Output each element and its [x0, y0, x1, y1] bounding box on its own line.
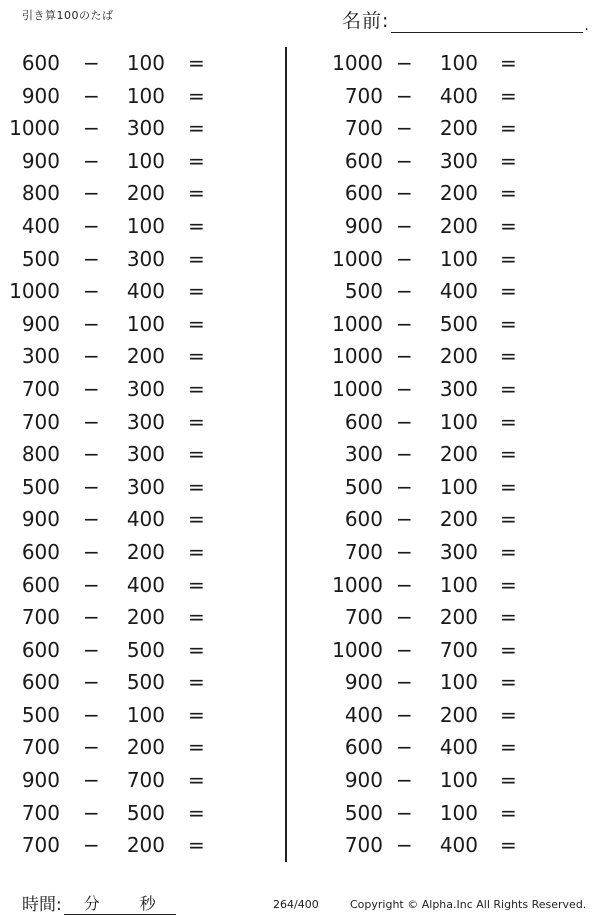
subtrahend: 500 [439, 311, 478, 336]
minus-sign: − [83, 800, 100, 825]
equals-sign: = [188, 507, 205, 532]
minuend: 700 [344, 539, 383, 564]
equals-sign: = [188, 702, 205, 727]
problem-row [310, 601, 595, 634]
minus-sign: − [83, 442, 100, 467]
problem-row [0, 699, 285, 732]
minuend: 500 [21, 702, 60, 727]
minus-sign: − [83, 246, 100, 271]
equals-sign: = [500, 507, 517, 532]
minuend: 1000 [332, 637, 383, 662]
problem-row [310, 210, 595, 243]
problem-row [0, 536, 285, 569]
minus-sign: − [83, 116, 100, 141]
equals-sign: = [188, 279, 205, 304]
equals-sign: = [500, 376, 517, 401]
problem-row [310, 340, 595, 373]
subtrahend: 100 [126, 311, 165, 336]
subtrahend: 400 [439, 735, 478, 760]
minuend: 600 [21, 572, 60, 597]
problem-column-left [0, 47, 285, 862]
minuend: 700 [21, 833, 60, 858]
subtrahend: 200 [126, 735, 165, 760]
problem-row [0, 829, 285, 862]
minuend: 600 [21, 637, 60, 662]
problem-row [0, 503, 285, 536]
equals-sign: = [500, 768, 517, 793]
subtrahend: 100 [126, 83, 165, 108]
minuend: 400 [344, 702, 383, 727]
equals-sign: = [500, 279, 517, 304]
equals-sign: = [500, 800, 517, 825]
minus-sign: − [396, 605, 413, 630]
problem-row [310, 503, 595, 536]
equals-sign: = [500, 572, 517, 597]
subtrahend: 200 [126, 605, 165, 630]
subtrahend: 400 [126, 507, 165, 532]
minuend: 600 [21, 539, 60, 564]
subtrahend: 100 [439, 474, 478, 499]
problem-row [0, 47, 285, 80]
minuend: 700 [344, 605, 383, 630]
minus-sign: − [83, 344, 100, 369]
minus-sign: − [396, 800, 413, 825]
equals-sign: = [500, 735, 517, 760]
minuend: 1000 [9, 116, 60, 141]
equals-sign: = [500, 311, 517, 336]
equals-sign: = [188, 311, 205, 336]
minus-sign: − [396, 637, 413, 662]
problem-row [310, 47, 595, 80]
problem-row [310, 536, 595, 569]
subtrahend: 200 [439, 213, 478, 238]
minus-sign: − [83, 51, 100, 75]
subtrahend: 100 [439, 409, 478, 434]
subtrahend: 200 [439, 181, 478, 206]
minuend: 300 [21, 344, 60, 369]
name-label: 名前: [342, 10, 390, 32]
minuend: 900 [21, 768, 60, 793]
minuend: 900 [21, 83, 60, 108]
minus-sign: − [396, 116, 413, 141]
minus-sign: − [396, 409, 413, 434]
minus-sign: − [396, 344, 413, 369]
problem-row [0, 373, 285, 406]
problem-row [0, 569, 285, 602]
subtrahend: 100 [126, 148, 165, 173]
problem-row [0, 438, 285, 471]
minus-sign: − [83, 768, 100, 793]
worksheet-title: 引き算100のたば [22, 9, 114, 22]
equals-sign: = [188, 51, 205, 75]
minuend: 1000 [9, 279, 60, 304]
subtrahend: 200 [439, 702, 478, 727]
equals-sign: = [188, 246, 205, 271]
time-blank-line [64, 892, 176, 915]
equals-sign: = [500, 670, 517, 695]
problem-row [0, 243, 285, 276]
minus-sign: − [83, 474, 100, 499]
minuend: 400 [21, 213, 60, 238]
problem-row [0, 80, 285, 113]
subtrahend: 100 [439, 800, 478, 825]
problem-row [310, 243, 595, 276]
minus-sign: − [396, 181, 413, 206]
time-field [22, 890, 176, 915]
minuend: 600 [344, 409, 383, 434]
equals-sign: = [500, 539, 517, 564]
problem-row [0, 666, 285, 699]
column-divider [285, 47, 287, 862]
equals-sign: = [188, 376, 205, 401]
minus-sign: − [83, 670, 100, 695]
problem-row [310, 731, 595, 764]
subtrahend: 300 [439, 539, 478, 564]
equals-sign: = [500, 702, 517, 727]
subtrahend: 100 [439, 246, 478, 271]
problem-row [0, 340, 285, 373]
minuend: 700 [21, 376, 60, 401]
equals-sign: = [500, 833, 517, 858]
problem-row [310, 666, 595, 699]
minus-sign: − [396, 833, 413, 858]
equals-sign: = [500, 116, 517, 141]
equals-sign: = [500, 246, 517, 271]
minus-sign: − [396, 311, 413, 336]
equals-sign: = [500, 51, 517, 75]
equals-sign: = [188, 344, 205, 369]
minus-sign: − [83, 213, 100, 238]
minuend: 600 [21, 51, 60, 75]
problem-row [0, 145, 285, 178]
minuend: 300 [344, 442, 383, 467]
equals-sign: = [500, 181, 517, 206]
minuend: 1000 [332, 572, 383, 597]
minuend: 600 [21, 670, 60, 695]
minus-sign: − [83, 539, 100, 564]
subtrahend: 100 [126, 51, 165, 75]
problem-row [310, 829, 595, 862]
subtrahend: 300 [439, 376, 478, 401]
subtrahend: 300 [126, 409, 165, 434]
subtrahend: 100 [439, 768, 478, 793]
problem-row [310, 797, 595, 830]
equals-sign: = [188, 442, 205, 467]
minus-sign: − [396, 507, 413, 532]
minus-sign: − [396, 279, 413, 304]
problem-column-right [310, 47, 595, 862]
minus-sign: − [83, 702, 100, 727]
subtrahend: 500 [126, 800, 165, 825]
problem-row [310, 275, 595, 308]
equals-sign: = [188, 83, 205, 108]
subtrahend: 100 [126, 702, 165, 727]
problem-row [0, 601, 285, 634]
minuend: 600 [344, 148, 383, 173]
minuend: 800 [21, 442, 60, 467]
minuend: 900 [21, 507, 60, 532]
subtrahend: 200 [439, 605, 478, 630]
subtrahend: 300 [126, 246, 165, 271]
equals-sign: = [500, 605, 517, 630]
minus-sign: − [83, 507, 100, 532]
equals-sign: = [188, 181, 205, 206]
minuend: 1000 [332, 344, 383, 369]
problem-row [0, 112, 285, 145]
minus-sign: − [396, 442, 413, 467]
equals-sign: = [188, 213, 205, 238]
problem-row [0, 764, 285, 797]
subtrahend: 300 [126, 376, 165, 401]
minuend: 900 [344, 768, 383, 793]
minuend: 1000 [332, 51, 383, 75]
minuend: 700 [21, 735, 60, 760]
equals-sign: = [188, 637, 205, 662]
minuend: 500 [344, 800, 383, 825]
minus-sign: − [396, 702, 413, 727]
minuend: 600 [344, 735, 383, 760]
minus-sign: − [396, 572, 413, 597]
minus-sign: − [83, 572, 100, 597]
equals-sign: = [188, 768, 205, 793]
minus-sign: − [396, 213, 413, 238]
equals-sign: = [500, 409, 517, 434]
subtrahend: 400 [439, 833, 478, 858]
minuend: 500 [344, 474, 383, 499]
minuend: 900 [21, 311, 60, 336]
equals-sign: = [188, 116, 205, 141]
subtrahend: 400 [439, 83, 478, 108]
problem-row [0, 406, 285, 439]
subtrahend: 300 [126, 474, 165, 499]
problem-row [310, 764, 595, 797]
minus-sign: − [396, 376, 413, 401]
subtrahend: 200 [126, 181, 165, 206]
equals-sign: = [500, 474, 517, 499]
minuend: 800 [21, 181, 60, 206]
minus-sign: − [396, 670, 413, 695]
subtrahend: 200 [126, 344, 165, 369]
problem-row [310, 80, 595, 113]
minuend: 900 [21, 148, 60, 173]
equals-sign: = [500, 637, 517, 662]
equals-sign: = [500, 83, 517, 108]
subtrahend: 300 [126, 116, 165, 141]
problem-row [310, 373, 595, 406]
problem-row [310, 438, 595, 471]
equals-sign: = [188, 409, 205, 434]
problem-row [310, 112, 595, 145]
minus-sign: − [83, 148, 100, 173]
problem-row [310, 406, 595, 439]
minuend: 500 [344, 279, 383, 304]
copyright-notice: Copyright © Alpha.Inc All Rights Reserved. [350, 898, 587, 911]
minus-sign: − [396, 539, 413, 564]
minuend: 1000 [332, 311, 383, 336]
minus-sign: − [83, 833, 100, 858]
problem-row [0, 210, 285, 243]
name-end-dot: . [584, 18, 589, 34]
problem-row [0, 308, 285, 341]
subtrahend: 200 [439, 442, 478, 467]
subtrahend: 500 [126, 637, 165, 662]
subtrahend: 500 [126, 670, 165, 695]
minus-sign: − [396, 246, 413, 271]
minuend: 500 [21, 246, 60, 271]
minus-sign: − [83, 637, 100, 662]
problem-row [310, 569, 595, 602]
minus-sign: − [83, 409, 100, 434]
minus-sign: − [83, 83, 100, 108]
equals-sign: = [188, 605, 205, 630]
minus-sign: − [83, 605, 100, 630]
equals-sign: = [188, 474, 205, 499]
equals-sign: = [188, 833, 205, 858]
problem-row [310, 471, 595, 504]
problem-row [0, 177, 285, 210]
subtrahend: 400 [439, 279, 478, 304]
equals-sign: = [500, 148, 517, 173]
subtrahend: 100 [126, 213, 165, 238]
minuend: 700 [21, 800, 60, 825]
subtrahend: 100 [439, 572, 478, 597]
minuend: 1000 [332, 246, 383, 271]
minus-sign: − [396, 83, 413, 108]
subtrahend: 100 [439, 670, 478, 695]
equals-sign: = [500, 442, 517, 467]
problem-row [0, 797, 285, 830]
problem-row [310, 177, 595, 210]
minuend: 600 [344, 181, 383, 206]
problem-row [310, 308, 595, 341]
name-blank-line [391, 12, 583, 33]
minutes-label: 分 [83, 894, 100, 913]
equals-sign: = [188, 735, 205, 760]
equals-sign: = [188, 572, 205, 597]
name-field [342, 6, 589, 33]
problem-row [310, 699, 595, 732]
subtrahend: 700 [126, 768, 165, 793]
minuend: 700 [344, 83, 383, 108]
minus-sign: − [83, 279, 100, 304]
subtrahend: 300 [439, 148, 478, 173]
problem-row [310, 634, 595, 667]
equals-sign: = [188, 670, 205, 695]
subtrahend: 700 [439, 637, 478, 662]
equals-sign: = [500, 344, 517, 369]
subtrahend: 400 [126, 572, 165, 597]
equals-sign: = [188, 148, 205, 173]
subtrahend: 100 [439, 51, 478, 75]
minuend: 900 [344, 670, 383, 695]
problem-row [0, 731, 285, 764]
subtrahend: 200 [439, 116, 478, 141]
sheet-number: 264/400 [273, 898, 319, 911]
minus-sign: − [396, 474, 413, 499]
minuend: 500 [21, 474, 60, 499]
equals-sign: = [188, 800, 205, 825]
equals-sign: = [188, 539, 205, 564]
subtrahend: 200 [439, 344, 478, 369]
minus-sign: − [83, 181, 100, 206]
minuend: 700 [21, 605, 60, 630]
minus-sign: − [396, 51, 413, 75]
minus-sign: − [83, 376, 100, 401]
problem-row [0, 471, 285, 504]
minus-sign: − [396, 735, 413, 760]
minuend: 700 [21, 409, 60, 434]
minuend: 700 [344, 116, 383, 141]
minuend: 1000 [332, 376, 383, 401]
minus-sign: − [83, 735, 100, 760]
minus-sign: − [396, 148, 413, 173]
minuend: 600 [344, 507, 383, 532]
minus-sign: − [396, 768, 413, 793]
subtrahend: 400 [126, 279, 165, 304]
time-label: 時間: [22, 895, 62, 915]
problem-row [0, 275, 285, 308]
subtrahend: 200 [126, 539, 165, 564]
equals-sign: = [500, 213, 517, 238]
seconds-label: 秒 [139, 894, 156, 913]
problem-row [0, 634, 285, 667]
subtrahend: 200 [126, 833, 165, 858]
subtrahend: 300 [126, 442, 165, 467]
minuend: 700 [344, 833, 383, 858]
minuend: 900 [344, 213, 383, 238]
minus-sign: − [83, 311, 100, 336]
problem-row [310, 145, 595, 178]
subtrahend: 200 [439, 507, 478, 532]
